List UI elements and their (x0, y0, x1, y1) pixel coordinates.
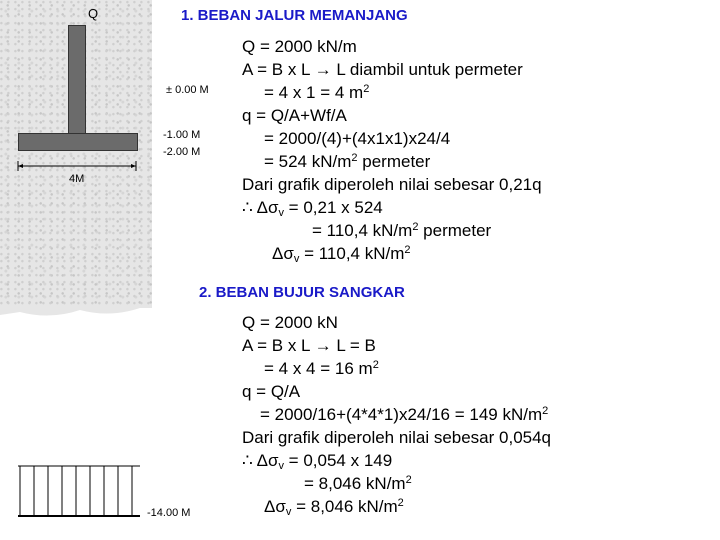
s2-line-1: Q = 2000 kN (242, 313, 338, 332)
load-q-label: Q (88, 6, 99, 21)
s1-line-2: A = B x L → L diambil untuk permeter (242, 60, 523, 79)
level-minus14-label: -14.00 M (147, 507, 191, 519)
s1-line-7: Dari grafik diperoleh nilai sebesar 0,21q (242, 175, 542, 194)
s2-line-2: A = B x L → L = B (242, 336, 376, 355)
s2-line-7: ∴ $\Delta\sigma_v = 0,054$ x 149 (242, 451, 393, 472)
foundation-column (68, 25, 86, 135)
s2-line-6: Dari grafik diperoleh nilai sebesar 0,054q (242, 428, 552, 447)
load-arrows (14, 462, 144, 522)
s2-line-4: q = Q/A (242, 382, 301, 401)
s1-line-1: Q = 2000 kN/m (242, 37, 357, 56)
section2-calculation (242, 311, 551, 518)
s1-line-5: = 2000/(4)+(4x1x1)x24/4 (264, 129, 451, 148)
s1-line-6: = 524 $kN/m^2$ permeter (264, 152, 431, 171)
section1-title: 1. BEBAN JALUR MEMANJANG (181, 7, 408, 24)
s1-line-9: = 110,4 $kN/m^2$ permeter (312, 221, 492, 240)
s2-line-8: = 8,046 $kN/m^2$ (304, 474, 412, 493)
s1-line-8: ∴ $\Delta\sigma_v = 0,21$ x 524 (242, 198, 383, 219)
width-label: 4M (69, 173, 85, 185)
s1-line-4: q = Q/A+Wf/A (242, 106, 347, 125)
s2-line-9: $\Delta\sigma_v = 8,046$ $kN/m^2$ (264, 497, 404, 518)
arrow-icon: → (314, 336, 332, 355)
width-dimension (15, 160, 141, 172)
section2-title: 2. BEBAN BUJUR SANGKAR (199, 284, 405, 301)
arrow-icon: → (314, 60, 332, 79)
s1-line-10: $\Delta\sigma_v = 110,4$ $kN/m^2$ (272, 244, 411, 265)
level-ground-label: ± 0.00 M (166, 84, 209, 96)
s1-line-3: = 4 x 1 = 4 $m^2$ (264, 83, 370, 102)
level-minus2-label: -2.00 M (163, 146, 201, 158)
s2-line-3: = 4 x 4 = 16 $m^2$ (264, 359, 379, 378)
section1-calculation (242, 35, 542, 265)
foundation-footing (18, 133, 138, 151)
s2-line-5: = 2000/16+(4*4*1)x24/16 = 149 $kN/m^2$ (260, 405, 549, 424)
level-minus1-label: -1.00 M (163, 129, 201, 141)
